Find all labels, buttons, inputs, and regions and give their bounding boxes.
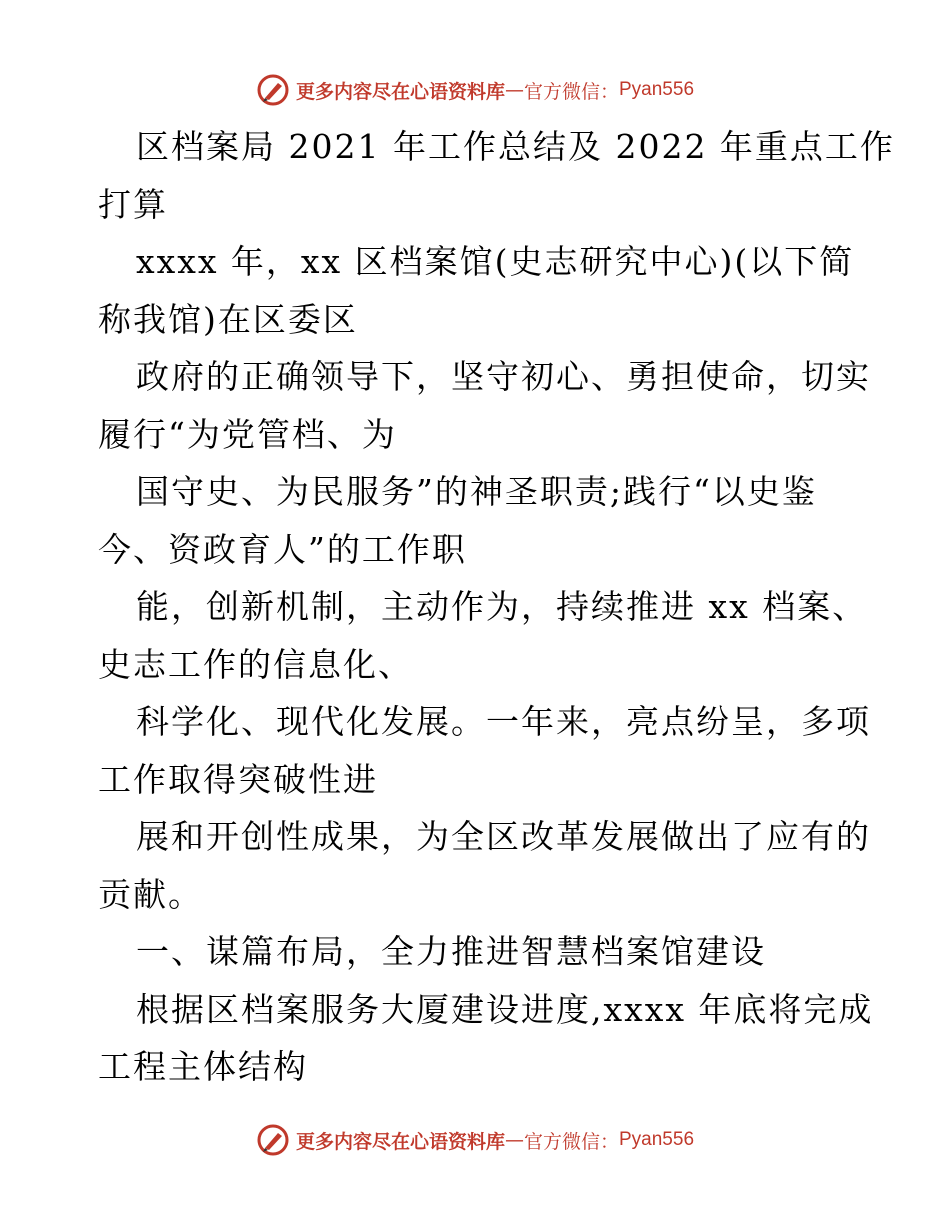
paragraph-line: 能，创新机制，主动作为，持续推进 xx 档案、 [136, 587, 868, 626]
paragraph-line: 国守史、为民服务”的神圣职责;践行“以史鉴 [136, 472, 817, 511]
title-line-2: 打算 [98, 184, 168, 224]
paragraph-line: 工程主体结构 [98, 1047, 308, 1086]
banner-wechat-id: Pyan556 [619, 1129, 695, 1150]
banner-dash: — [504, 1129, 524, 1151]
title-line-1: 区档案局 2021 年工作总结及 2022 年重点工作 [136, 127, 895, 166]
paragraph-line: 政府的正确领导下，坚守初心、勇担使命，切实 [136, 357, 871, 396]
document-body [98, 118, 895, 1096]
pen-logo-icon [256, 73, 290, 107]
paragraph-line: 展和开创性成果，为全区改革发展做出了应有的 [136, 817, 871, 856]
banner-wechat-id: Pyan556 [619, 79, 695, 100]
header-watermark-banner [0, 70, 950, 110]
section-heading: 一、谋篇布局，全力推进智慧档案馆建设 [136, 932, 766, 971]
paragraph-line: 今、资政育人”的工作职 [98, 529, 467, 569]
paragraph-line: 称我馆)在区委区 [98, 299, 358, 339]
banner-dash: — [504, 79, 524, 101]
paragraph-line: 贡献。 [98, 874, 203, 914]
paragraph-line: 根据区档案服务大厦建设进度,xxxx 年底将完成 [136, 989, 874, 1029]
banner-brand-text: 更多内容尽在心语资料库 [295, 80, 505, 103]
paragraph-line: xxxx 年，xx 区档案馆(史志研究中心)(以下简 [136, 242, 855, 281]
paragraph-line: 履行“为党管档、为 [98, 414, 397, 454]
banner-wechat-label: 官方微信： [523, 1130, 619, 1153]
banner-wechat-label: 官方微信： [523, 80, 619, 103]
footer-watermark-banner [0, 1120, 950, 1160]
pen-logo-icon [256, 1123, 290, 1157]
paragraph-line: 史志工作的信息化、 [98, 644, 413, 684]
paragraph-line: 工作取得突破性进 [98, 759, 378, 799]
paragraph-line: 科学化、现代化发展。一年来，亮点纷呈，多项 [136, 702, 871, 741]
banner-brand-text: 更多内容尽在心语资料库 [295, 1130, 505, 1153]
